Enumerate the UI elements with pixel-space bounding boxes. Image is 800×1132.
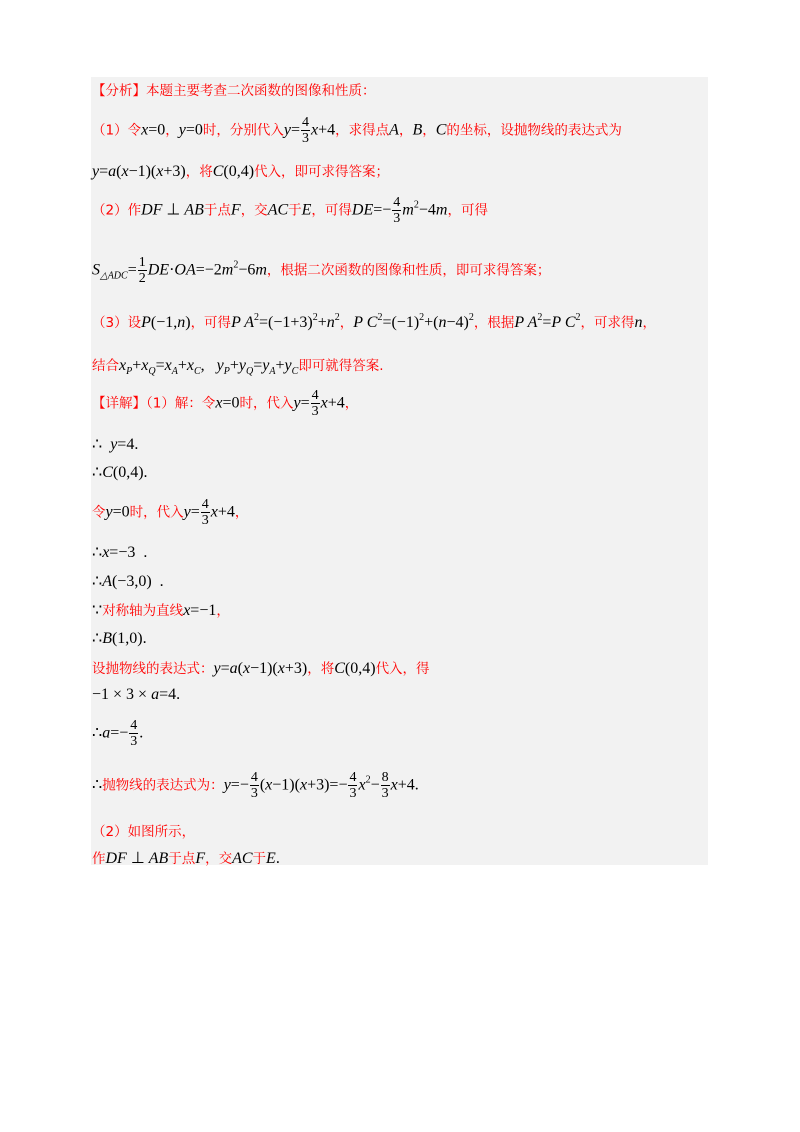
step-set-parabola: 设抛物线的表达式：y=a(x−1)(x+3)，将C(0,4)代入，得 (92, 660, 430, 677)
step-parabola-expression: ∴抛物线的表达式为：y=− $\frac{4}{3}$ (x−1)(x+3)=− $\frac{4}{3}$ $x^2-$ $\frac{8}{3}$ x+4. (92, 770, 419, 801)
detail-part1-start: 【详解】（1）解：令x=0时，代入y= $\frac{4}{3}$ x+4， (92, 388, 359, 419)
step-a-value: ∴a=− $\frac{4}{3}$ . (92, 718, 144, 749)
analysis-part3: （3）设P(−1,n)，可得P $A^2=(-1+3)^2+n^2$，P $C^2=(-1)^2+(n-4)^2$，根据P $A^2=P$ $C^2$，可求得n， (92, 312, 657, 331)
step-point-b: ∴B(1,0). (92, 630, 147, 647)
analysis-part2: （2）作DF ⊥ AB于点F，交AC于E，可得DE=− $\frac{4}{3}$ $m^2-4m$，可得 (92, 195, 488, 226)
detail-part2-construct: 作DF ⊥ AB于点F，交AC于E. (92, 850, 280, 867)
step-point-c: ∴C(0,4). (92, 464, 148, 481)
step-point-a: ∴A(−3,0) . (92, 573, 164, 590)
analysis-part2-area: $S_{\triangle ADC}=$ $\frac{1}{2}$ $DE\cdot OA=-2m^2-6m$，根据二次函数的图像和性质，即可求得答案； (92, 255, 551, 286)
step-y-equals-4: ∴ y=4. (92, 436, 139, 453)
step-x-value: ∴x=−3 . (92, 544, 148, 561)
step-let-y-zero: 令y=0时，代入y= $\frac{4}{3}$ x+4， (92, 497, 249, 528)
analysis-part1: （1）令x=0，y=0时，分别代入y= $\frac{4}{3}$ x+4，求得点A，B，C的坐标，设抛物线的表达式为 (92, 115, 622, 146)
detail-part2-start: （2）如图所示， (92, 824, 196, 840)
analysis-part3-cont: 结合$x_P+x_Q=x_A+x_C$, $y_P+y_Q=y_A+y_C$即可就得答案. (92, 357, 384, 377)
analysis-intro: 【分析】本题主要考查二次函数的图像和性质： (92, 83, 376, 99)
analysis-part1-cont: y=a(x−1)(x+3)，将C(0,4)代入，即可求得答案； (92, 163, 390, 180)
step-axis: ∵对称轴为直线x=−1， (92, 602, 230, 619)
step-equation: −1 × 3 × a=4. (92, 686, 181, 703)
